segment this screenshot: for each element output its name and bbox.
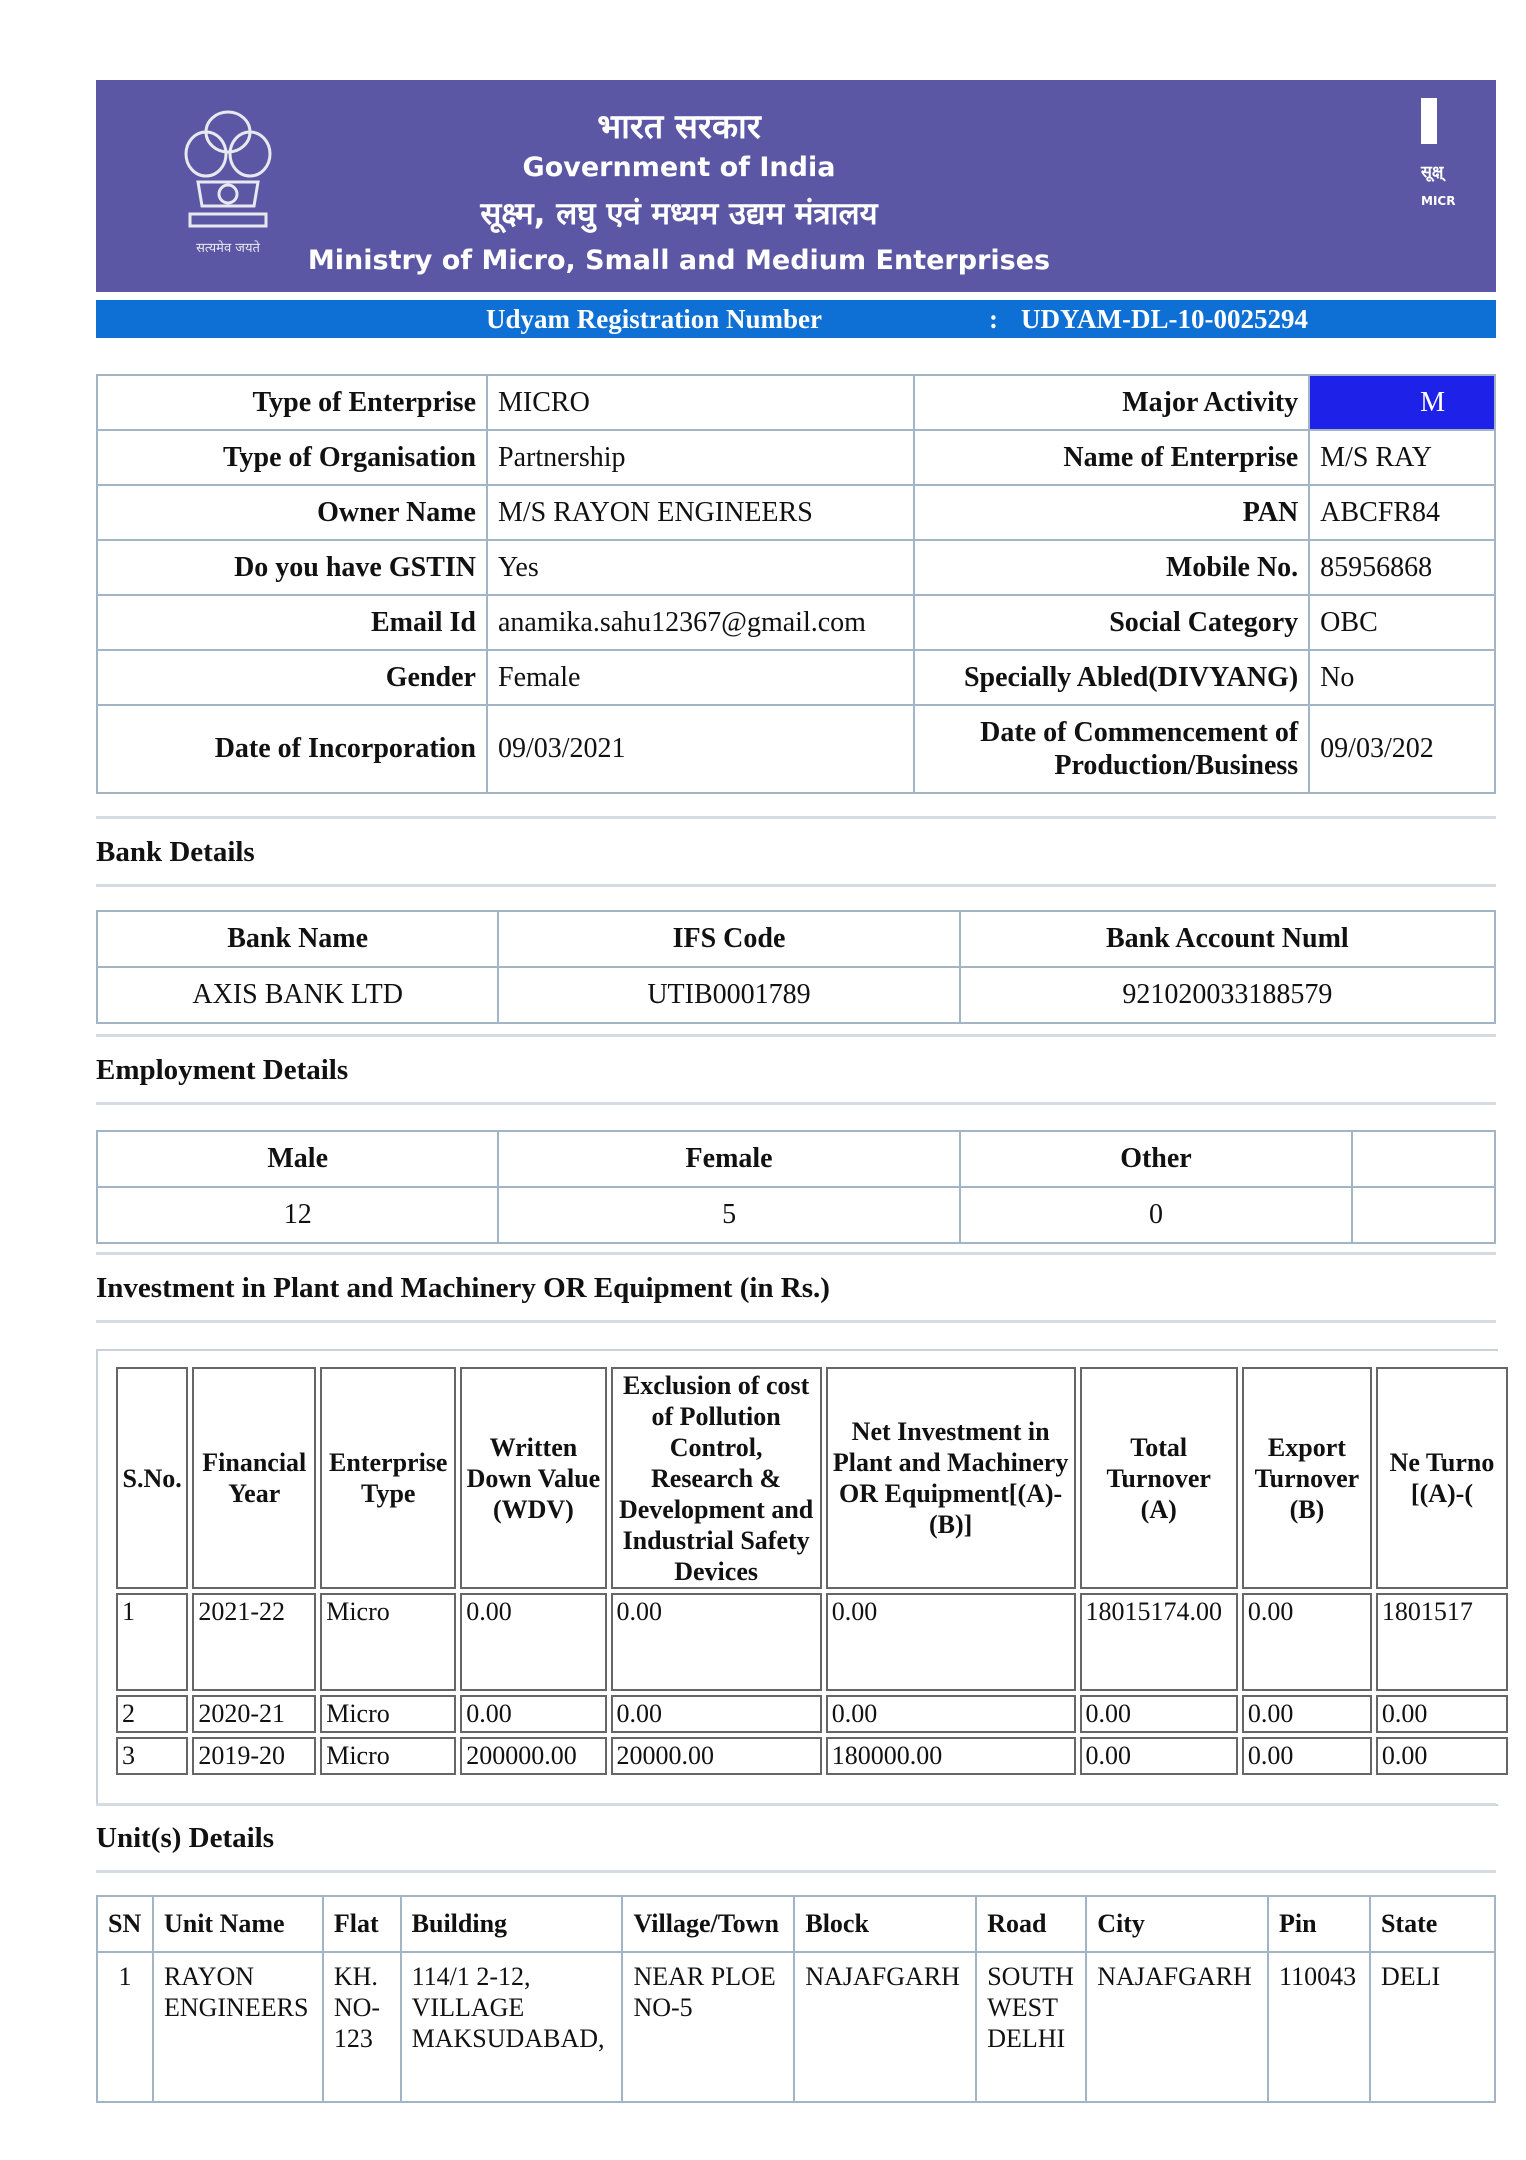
field-value: 09/03/2021	[487, 705, 914, 793]
field-label: Gender	[97, 650, 487, 705]
column-header: Written Down Value (WDV)	[460, 1367, 606, 1589]
table-cell: 200000.00	[460, 1737, 606, 1775]
table-cell: 18015174.00	[1080, 1593, 1238, 1691]
column-header: Village/Town	[622, 1896, 794, 1952]
table-cell: 2	[116, 1695, 188, 1733]
table-header-row	[97, 1896, 1495, 1952]
column-header: Block	[794, 1896, 976, 1952]
field-label: PAN	[914, 485, 1309, 540]
table-cell: 921020033188579	[960, 967, 1495, 1023]
table-cell: 1801517	[1376, 1593, 1508, 1691]
column-header: Other	[960, 1131, 1352, 1187]
major-activity-value: M	[1309, 375, 1495, 430]
table-cell: NAJAFGARH	[1086, 1952, 1268, 2102]
column-header: IFS Code	[498, 911, 959, 967]
table-cell: Micro	[320, 1737, 456, 1775]
table-cell: 20000.00	[611, 1737, 822, 1775]
bank-details-table	[96, 910, 1496, 1024]
unit-details-table	[96, 1895, 1496, 2103]
field-label: Type of Organisation	[97, 430, 487, 485]
commencement-label-line: Date of Commencement of	[980, 717, 1299, 748]
registration-separator: :	[989, 304, 998, 334]
field-label: Type of Enterprise	[97, 375, 487, 430]
table-cell	[1352, 1187, 1495, 1243]
registration-number-value: UDYAM-DL-10-0025294	[1021, 304, 1308, 334]
table-cell: 2019-20	[192, 1737, 316, 1775]
msme-logo-text-hindi: सूक्ष्	[1421, 162, 1444, 181]
table-cell: 0.00	[611, 1593, 822, 1691]
column-header: Flat	[323, 1896, 401, 1952]
field-label: Social Category	[914, 595, 1309, 650]
table-cell: 0.00	[1080, 1695, 1238, 1733]
table-row	[97, 1952, 1495, 2102]
field-value: ABCFR84	[1309, 485, 1495, 540]
column-header: Building	[401, 1896, 623, 1952]
column-header: SN	[97, 1896, 153, 1952]
column-header: Unit Name	[153, 1896, 323, 1952]
table-cell: 0.00	[1376, 1695, 1508, 1733]
column-header: Pin	[1268, 1896, 1370, 1952]
emblem-motto: सत्यमेव जयते	[196, 241, 260, 256]
table-header-row	[97, 1131, 1495, 1187]
table-header-row	[97, 911, 1495, 967]
table-cell: 180000.00	[826, 1737, 1076, 1775]
field-value: OBC	[1309, 595, 1495, 650]
column-header: Bank Account Numl	[960, 911, 1495, 967]
divider	[96, 1320, 1496, 1323]
divider	[96, 1870, 1496, 1873]
column-header: Enterprise Type	[320, 1367, 456, 1589]
table-row	[97, 540, 1495, 595]
msme-logo-mark	[1421, 98, 1437, 144]
table-cell: RAYON ENGINEERS	[153, 1952, 323, 2102]
table-cell: NAJAFGARH	[794, 1952, 976, 2102]
table-cell: KH. NO-123	[323, 1952, 401, 2102]
registration-number-bar	[96, 300, 1496, 338]
column-header: S.No.	[116, 1367, 188, 1589]
table-cell: 0.00	[1376, 1737, 1508, 1775]
unit-details-title: Unit(s) Details	[96, 1822, 275, 1854]
table-row	[116, 1593, 1508, 1691]
table-cell: NEAR PLOE NO-5	[622, 1952, 794, 2102]
divider	[96, 816, 1496, 819]
government-title: Government of India	[522, 152, 836, 183]
msme-logo	[1421, 98, 1501, 218]
column-header: Female	[498, 1131, 959, 1187]
divider	[96, 1034, 1496, 1037]
field-label-commencement	[914, 705, 1309, 793]
column-header: Exclusion of cost of Pollution Control, Research & Development and Industrial Safety Devices	[611, 1367, 822, 1589]
table-header-row	[116, 1367, 1508, 1589]
divider	[96, 884, 1496, 887]
table-row	[97, 650, 1495, 705]
table-row	[97, 1187, 1495, 1243]
field-value: anamika.sahu12367@gmail.com	[487, 595, 914, 650]
employment-details-table	[96, 1130, 1496, 1244]
divider	[96, 1102, 1496, 1105]
field-value: MICRO	[487, 375, 914, 430]
registration-number-label: Udyam Registration Number	[486, 304, 822, 334]
column-header	[1352, 1131, 1495, 1187]
table-cell: 3	[116, 1737, 188, 1775]
table-cell: 0.00	[826, 1593, 1076, 1691]
hindi-government-title: भारत सरकार	[597, 107, 761, 147]
field-value: 85956868	[1309, 540, 1495, 595]
column-header: Net Investment in Plant and Machinery OR Equipment[(A)-(B)]	[826, 1367, 1076, 1589]
field-value: M/S RAYON ENGINEERS	[487, 485, 914, 540]
table-cell: 2021-22	[192, 1593, 316, 1691]
ministry-banner	[96, 80, 1496, 292]
table-row	[97, 485, 1495, 540]
table-row	[116, 1737, 1508, 1775]
msme-logo-text-english: MICR	[1421, 194, 1456, 208]
table-row	[116, 1695, 1508, 1733]
enterprise-details-table	[96, 374, 1496, 794]
column-header: Export Turnover (B)	[1242, 1367, 1372, 1589]
hindi-ministry-title: सूक्ष्म, लघु एवं मध्यम उद्यम मंत्रालय	[480, 196, 878, 232]
field-label: Do you have GSTIN	[97, 540, 487, 595]
table-cell: AXIS BANK LTD	[97, 967, 498, 1023]
table-cell: 0.00	[1242, 1593, 1372, 1691]
table-row	[97, 967, 1495, 1023]
investment-details-title: Investment in Plant and Machinery OR Equipment (in Rs.)	[96, 1272, 830, 1304]
table-cell: 0.00	[1242, 1737, 1372, 1775]
divider	[96, 1803, 1496, 1806]
commencement-label-line: Production/Business	[1054, 750, 1299, 781]
field-label: Name of Enterprise	[914, 430, 1309, 485]
table-cell: 1	[97, 1952, 153, 2102]
employment-details-title: Employment Details	[96, 1054, 349, 1086]
table-cell: 1	[116, 1593, 188, 1691]
bank-details-title: Bank Details	[96, 836, 255, 868]
field-value: M/S RAY	[1309, 430, 1495, 485]
column-header: Financial Year	[192, 1367, 316, 1589]
field-value: 09/03/202	[1309, 705, 1495, 793]
table-cell: Micro	[320, 1695, 456, 1733]
table-cell: 0.00	[611, 1695, 822, 1733]
table-cell: 0.00	[1080, 1737, 1238, 1775]
table-cell: 0	[960, 1187, 1352, 1243]
field-label: Email Id	[97, 595, 487, 650]
column-header: City	[1086, 1896, 1268, 1952]
column-header: Road	[976, 1896, 1086, 1952]
table-cell: 0.00	[1242, 1695, 1372, 1733]
column-header: Bank Name	[97, 911, 498, 967]
table-cell: Micro	[320, 1593, 456, 1691]
table-cell: SOUTH WEST DELHI	[976, 1952, 1086, 2102]
field-label: Owner Name	[97, 485, 487, 540]
table-cell: 114/1 2-12, VILLAGE MAKSUDABAD,	[401, 1952, 623, 2102]
field-value: No	[1309, 650, 1495, 705]
field-label: Mobile No.	[914, 540, 1309, 595]
table-row	[97, 430, 1495, 485]
table-cell: 0.00	[460, 1593, 606, 1691]
table-row	[97, 375, 1495, 430]
investment-table	[112, 1363, 1512, 1779]
column-header: Ne Turno [(A)-(	[1376, 1367, 1508, 1589]
column-header: Total Turnover (A)	[1080, 1367, 1238, 1589]
field-value: Yes	[487, 540, 914, 595]
divider	[96, 1252, 1496, 1255]
field-label: Date of Incorporation	[97, 705, 487, 793]
table-cell: UTIB0001789	[498, 967, 959, 1023]
field-label: Specially Abled(DIVYANG)	[914, 650, 1309, 705]
table-cell: 0.00	[826, 1695, 1076, 1733]
field-value: Female	[487, 650, 914, 705]
column-header: Male	[97, 1131, 498, 1187]
table-row	[97, 595, 1495, 650]
table-cell: 0.00	[460, 1695, 606, 1733]
table-row	[97, 705, 1495, 793]
field-label: Major Activity	[914, 375, 1309, 430]
ministry-title: Ministry of Micro, Small and Medium Enterprises	[307, 245, 1051, 276]
table-cell: 12	[97, 1187, 498, 1243]
table-cell: DELI	[1370, 1952, 1495, 2102]
column-header: State	[1370, 1896, 1495, 1952]
table-cell: 2020-21	[192, 1695, 316, 1733]
field-value: Partnership	[487, 430, 914, 485]
table-cell: 110043	[1268, 1952, 1370, 2102]
table-cell: 5	[498, 1187, 959, 1243]
